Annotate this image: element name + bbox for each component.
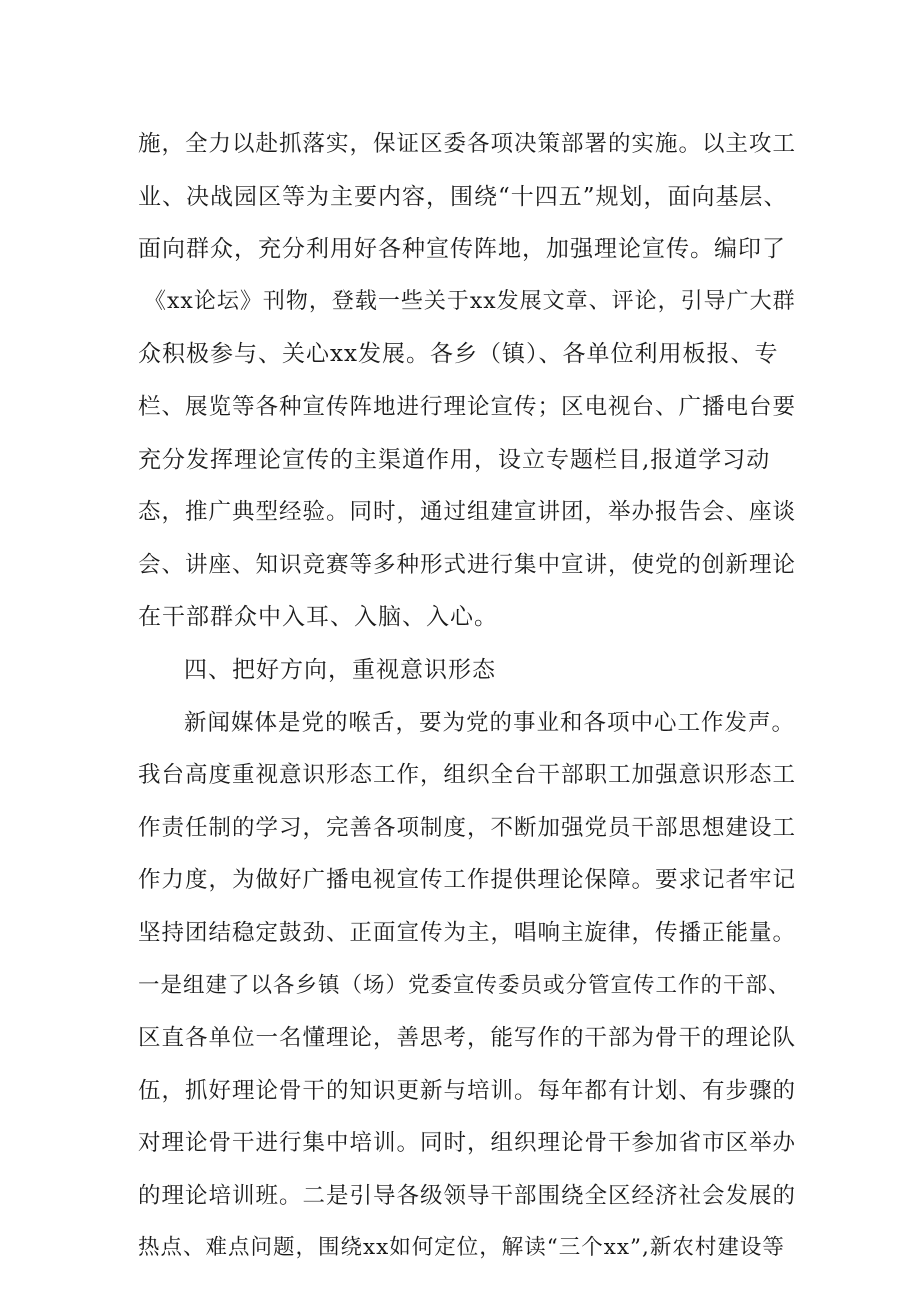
text-line: 作力度，为做好广播电视宣传工作提供理论保障。要求记者牢记 <box>138 867 797 894</box>
text-line: 会、讲座、知识竞赛等多种形式进行集中宣讲，使党的创新理论 <box>138 551 797 578</box>
text-line: 施，全力以赴抓落实，保证区委各项决策部署的实施。以主攻工 <box>138 131 797 157</box>
text-line: 在干部群众中入耳、入脑、入心。 <box>138 604 498 631</box>
text-line: 新闻媒体是党的喉舌，要为党的事业和各项中心工作发声。 <box>184 709 796 736</box>
text-line: 栏、展览等各种宣传阵地进行理论宣传；区电视台、广播电台要 <box>138 393 797 420</box>
text-line: 作责任制的学习，完善各项制度，不断加强党员干部思想建设工 <box>138 814 797 841</box>
text-line: 的理论培训班。二是引导各级领导干部围绕全区经济社会发展的 <box>138 1182 797 1209</box>
text-line: 面向群众，充分利用好各种宣传阵地，加强理论宣传。编印了 <box>138 236 786 263</box>
text-line: 伍，抓好理论骨干的知识更新与培训。每年都有计划、有步骤的 <box>138 1077 797 1104</box>
text-line: 众积极参与、关心xx发展。各乡（镇）、各单位利用板报、专 <box>138 341 779 368</box>
text-line: 区直各单位一名懂理论，善思考，能写作的干部为骨干的理论队 <box>138 1025 797 1052</box>
text-line: 我台高度重视意识形态工作，组织全台干部职工加强意识形态工 <box>138 762 797 789</box>
body-text <box>138 118 798 1275</box>
text-line: 业、决战园区等为主要内容，围绕“十四五”规划，面向基层、 <box>138 183 788 210</box>
section-heading: 四、把好方向，重视意识形态 <box>184 656 496 683</box>
text-line: 《xx论坛》刊物，登载一些关于xx发展文章、评论，引导广大群 <box>144 288 796 314</box>
text-line: 一是组建了以各乡镇（场）党委宣传委员或分管宣传工作的干部、 <box>138 972 791 998</box>
text-line: 热点、难点问题，围绕xx如何定位，解读“三个xx”,新农村建设等 <box>138 1235 785 1261</box>
text-line: 充分发挥理论宣传的主渠道作用，设立专题栏目,报道学习动 <box>138 446 771 473</box>
text-line: 态，推广典型经验。同时，通过组建宣讲团，举办报告会、座谈 <box>138 499 797 526</box>
text-line: 对理论骨干进行集中培训。同时，组织理论骨干参加省市区举办 <box>138 1130 797 1157</box>
text-line: 坚持团结稳定鼓劲、正面宣传为主，唱响主旋律，传播正能量。 <box>138 919 797 946</box>
